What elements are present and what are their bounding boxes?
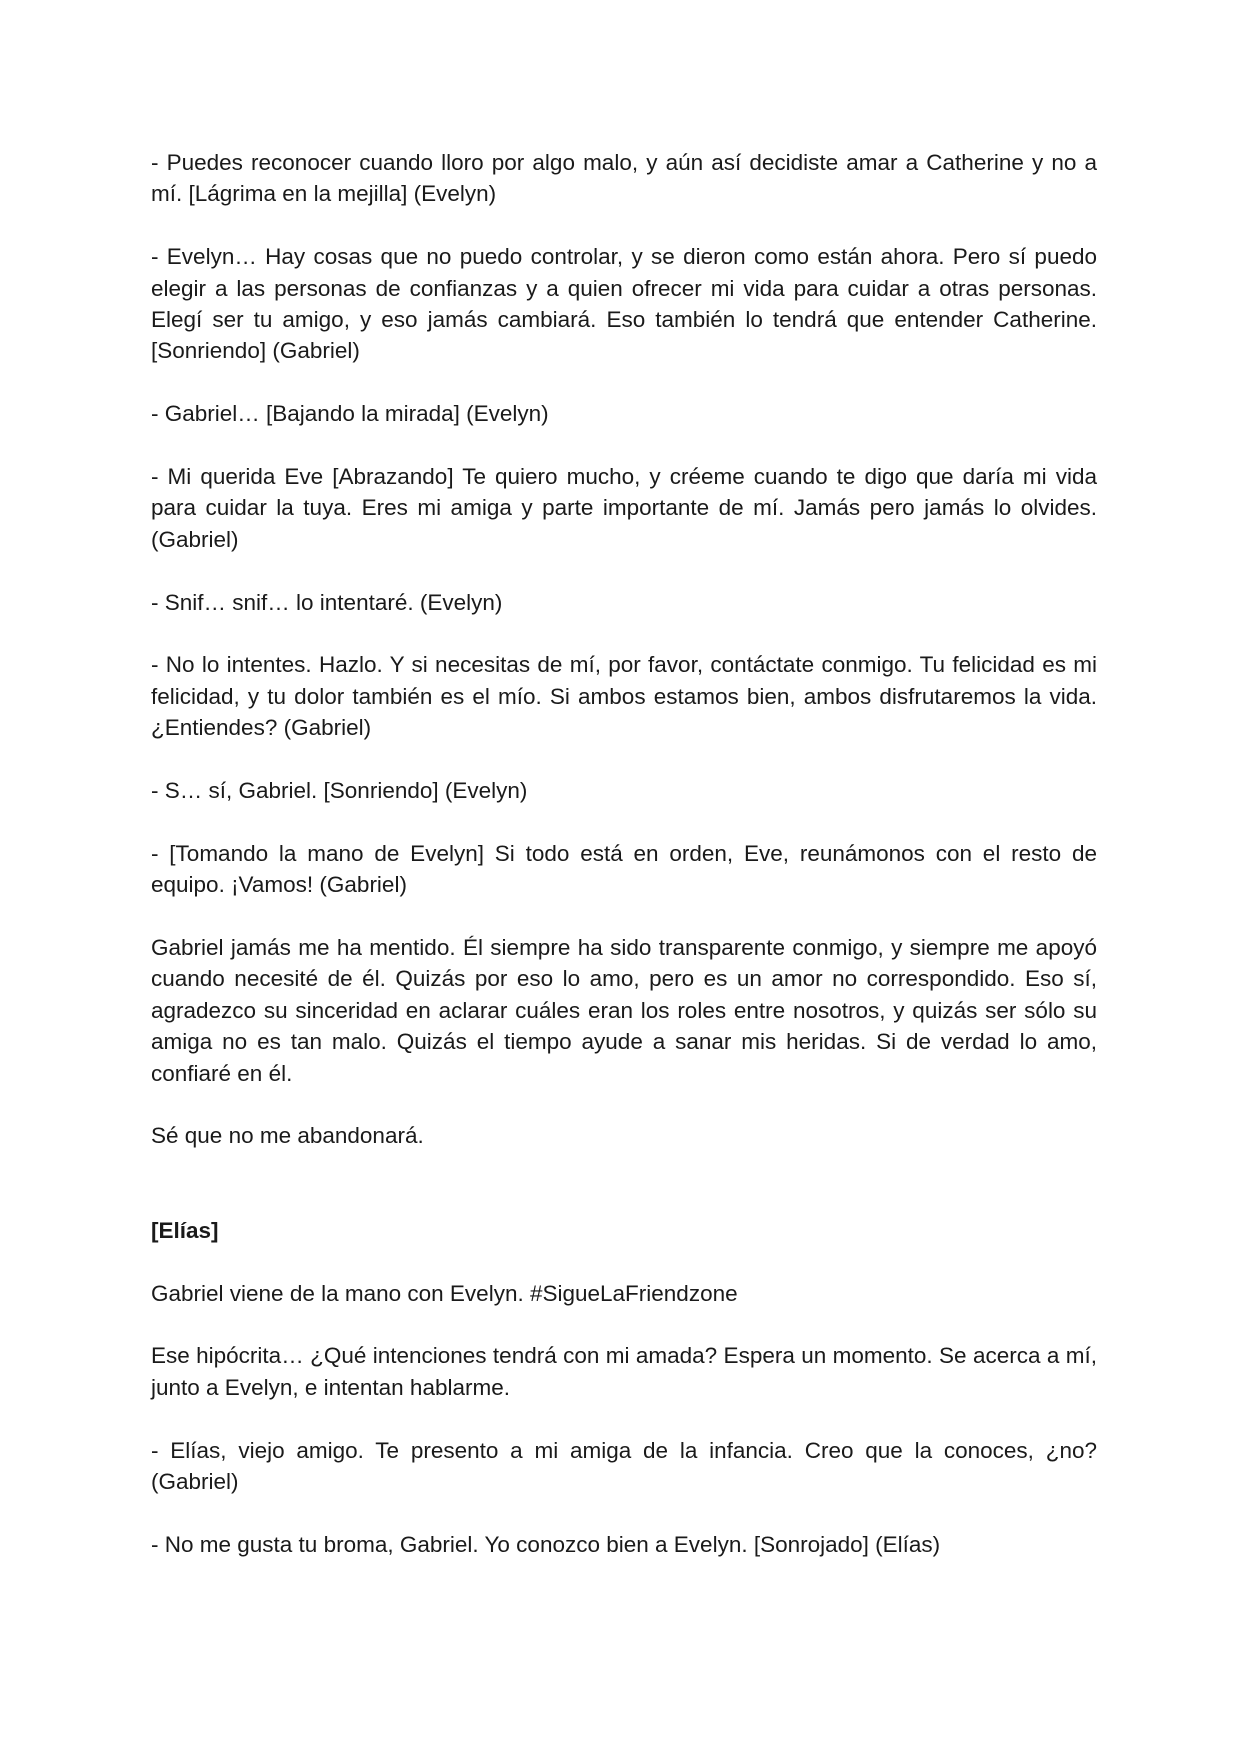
document-body [151,147,1097,1592]
paragraph: - Puedes reconocer cuando lloro por algo malo, y aún así decidiste amar a Catherine y no a mí. [Lágrima en la mejilla] (Evelyn) [151,150,1097,207]
paragraph: - No lo intentes. Hazlo. Y si necesitas de mí, por favor, contáctate conmigo. Tu felicidad es mi felicidad, y tu dolor también es el mío. Si ambos estamos bien, ambos disfrutaremos la vida. ¿Entiendes? (Gabriel) [151,652,1097,741]
paragraph: Gabriel jamás me ha mentido. Él siempre ha sido transparente conmigo, y siempre me apoyó cuando necesité de él. Quizás por eso lo amo, pero es un amor no correspondido. Eso sí, agradezco su sinceridad en aclarar cuáles eran los roles entre nosotros, y quizás ser sólo su amiga no es tan malo. Quizás el tiempo ayude a sanar mis heridas. Si de verdad lo amo, confiaré en él. [151,935,1097,1086]
paragraph: Ese hipócrita… ¿Qué intenciones tendrá con mi amada? Espera un momento. Se acerca a mí, junto a Evelyn, e intentan hablarme. [151,1343,1097,1400]
paragraph: Sé que no me abandonará. [151,1123,424,1149]
paragraph: - Mi querida Eve [Abrazando] Te quiero mucho, y créeme cuando te digo que daría mi vida para cuidar la tuya. Eres mi amiga y parte importante de mí. Jamás pero jamás lo olvides. (Gabriel) [151,464,1097,552]
paragraph: - [Tomando la mano de Evelyn] Si todo está en orden, Eve, reunámonos con el resto de equipo. ¡Vamos! (Gabriel) [151,840,1097,898]
paragraph: - S… sí, Gabriel. [Sonriendo] (Evelyn) [151,778,528,804]
paragraph: - Gabriel… [Bajando la mirada] (Evelyn) [151,401,549,427]
paragraph: - Evelyn… Hay cosas que no puedo controlar, y se dieron como están ahora. Pero sí puedo elegir a las personas de confianzas y a quien ofrecer mi vida para cuidar a otras personas. Elegí ser tu amigo, y eso jamás cambiará. Eso también lo tendrá que entender Catherine. [Sonriendo] (Gabriel) [151,244,1097,364]
paragraph: - Snif… snif… lo intentaré. (Evelyn) [151,589,503,615]
paragraph: - Elías, viejo amigo. Te presento a mi amiga de la infancia. Creo que la conoces, ¿no? (Gabriel) [151,1437,1097,1495]
paragraph: Gabriel viene de la mano con Evelyn. #SigueLaFriendzone [151,1280,738,1306]
paragraph: - No me gusta tu broma, Gabriel. Yo conozco bien a Evelyn. [Sonrojado] (Elías) [151,1531,941,1557]
section-heading: [Elías] [151,1217,219,1243]
